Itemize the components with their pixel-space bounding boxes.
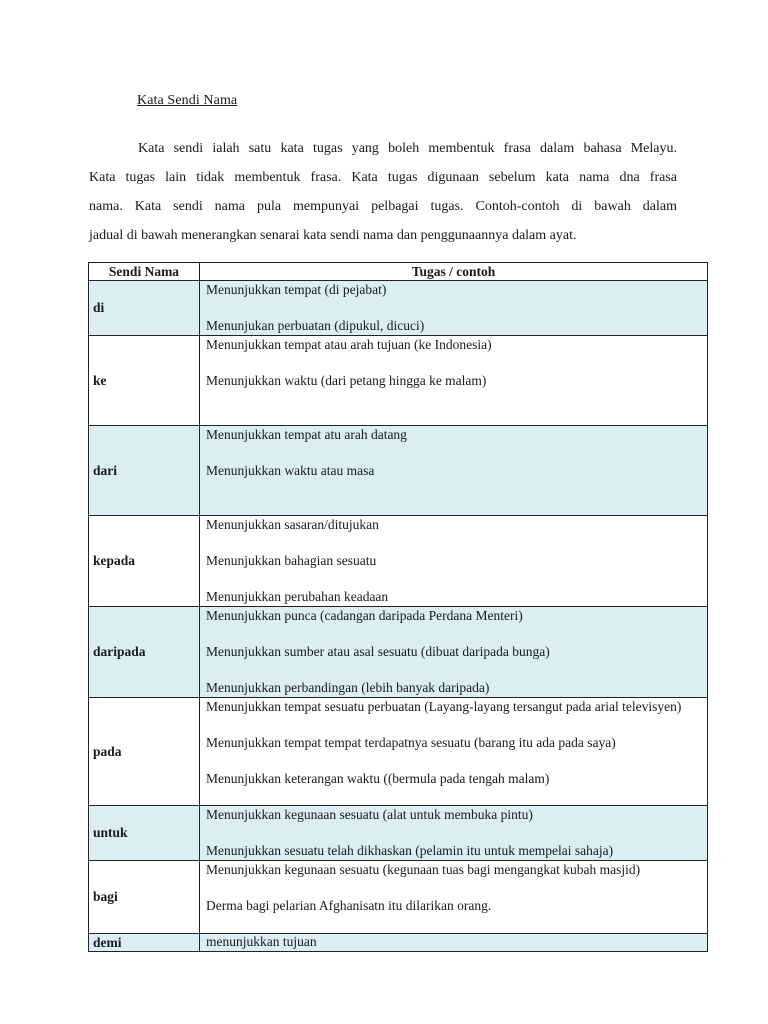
row-name: di [89, 281, 200, 336]
table-row-di [89, 281, 708, 336]
task-item: Menunjukkan tempat tempat terdapatnya sesuatu (barang itu ada pada saya) [206, 735, 616, 750]
task-item: Menunjukkan waktu (dari petang hingga ke malam) [206, 373, 487, 388]
row-name: demi [89, 934, 200, 952]
row-tasks [200, 861, 708, 934]
table-row-ke [89, 336, 708, 426]
paragraph-line: jadual di bawah menerangkan senarai kata sendi nama dan penggunaannya dalam ayat. [89, 228, 577, 243]
row-tasks [200, 806, 708, 861]
task-item: Derma bagi pelarian Afghanisatn itu dilarikan orang. [206, 898, 492, 913]
row-tasks [200, 426, 708, 516]
row-tasks [200, 516, 708, 607]
sendi-nama-table [88, 262, 708, 952]
task-item: menunjukkan tujuan [206, 934, 317, 949]
row-name: kepada [89, 516, 200, 607]
table-row-daripada [89, 607, 708, 698]
row-tasks [200, 281, 708, 336]
task-item: Menunjukkan tempat atu arah datang [206, 427, 407, 442]
task-item: Menunjukkan tempat (di pejabat) [206, 282, 387, 297]
task-item: Menunjukkan sumber atau asal sesuatu (dibuat daripada bunga) [206, 644, 550, 659]
row-tasks [200, 698, 708, 806]
row-name: pada [89, 698, 200, 806]
row-tasks [200, 336, 708, 426]
section-heading: Kata Sendi Nama [137, 93, 238, 108]
table-row-kepada [89, 516, 708, 607]
task-item: Menunjukkan kegunaan sesuatu (alat untuk membuka pintu) [206, 807, 533, 822]
table-row-dari [89, 426, 708, 516]
table-row-pada [89, 698, 708, 806]
task-item: Menunjukkan keterangan waktu ((bermula pada tengah malam) [206, 771, 550, 786]
table-row-bagi [89, 861, 708, 934]
paragraph-line: Kata sendi ialah satu kata tugas yang boleh membentuk frasa dalam bahasa Melayu. [138, 141, 677, 156]
task-item: Menunjukkan sasaran/ditujukan [206, 517, 379, 532]
task-item: Menunjukkan perubahan keadaan [206, 589, 389, 604]
paragraph-line: Kata tugas lain tidak membentuk frasa. Kata tugas digunaan sebelum kata nama dna frasa [89, 170, 677, 185]
row-name: untuk [89, 806, 200, 861]
task-item: Menunjukkan bahagian sesuatu [206, 553, 377, 568]
task-item: Menunjukkan tempat atau arah tujuan (ke Indonesia) [206, 337, 492, 352]
header-sendi-nama: Sendi Nama [89, 263, 200, 281]
task-item: Menunjukkan tempat sesuatu perbuatan (Layang-layang tersangut pada arial televisyen) [206, 699, 682, 714]
task-item: Menunjukkan perbandingan (lebih banyak daripada) [206, 680, 490, 695]
table-row-demi [89, 934, 708, 952]
task-item: Menunjukan perbuatan (dipukul, dicuci) [206, 318, 425, 333]
task-item: Menunjukkan kegunaan sesuatu (kegunaan tuas bagi mengangkat kubah masjid) [206, 862, 641, 877]
row-tasks [200, 934, 708, 952]
task-item: Menunjukkan sesuatu telah dikhaskan (pelamin itu untuk mempelai sahaja) [206, 843, 614, 858]
row-name: bagi [89, 861, 200, 934]
row-name: dari [89, 426, 200, 516]
table-row-untuk [89, 806, 708, 861]
intro-paragraph [89, 134, 677, 250]
table-header-row [89, 263, 708, 281]
header-tugas-contoh: Tugas / contoh [200, 263, 708, 281]
row-tasks [200, 607, 708, 698]
task-item: Menunjukkan waktu atau masa [206, 463, 375, 478]
paragraph-line: nama. Kata sendi nama pula mempunyai pelbagai tugas. Contoh-contoh di bawah dalam [89, 199, 677, 214]
row-name: daripada [89, 607, 200, 698]
task-item: Menunjukkan punca (cadangan daripada Perdana Menteri) [206, 608, 523, 623]
row-name: ke [89, 336, 200, 426]
